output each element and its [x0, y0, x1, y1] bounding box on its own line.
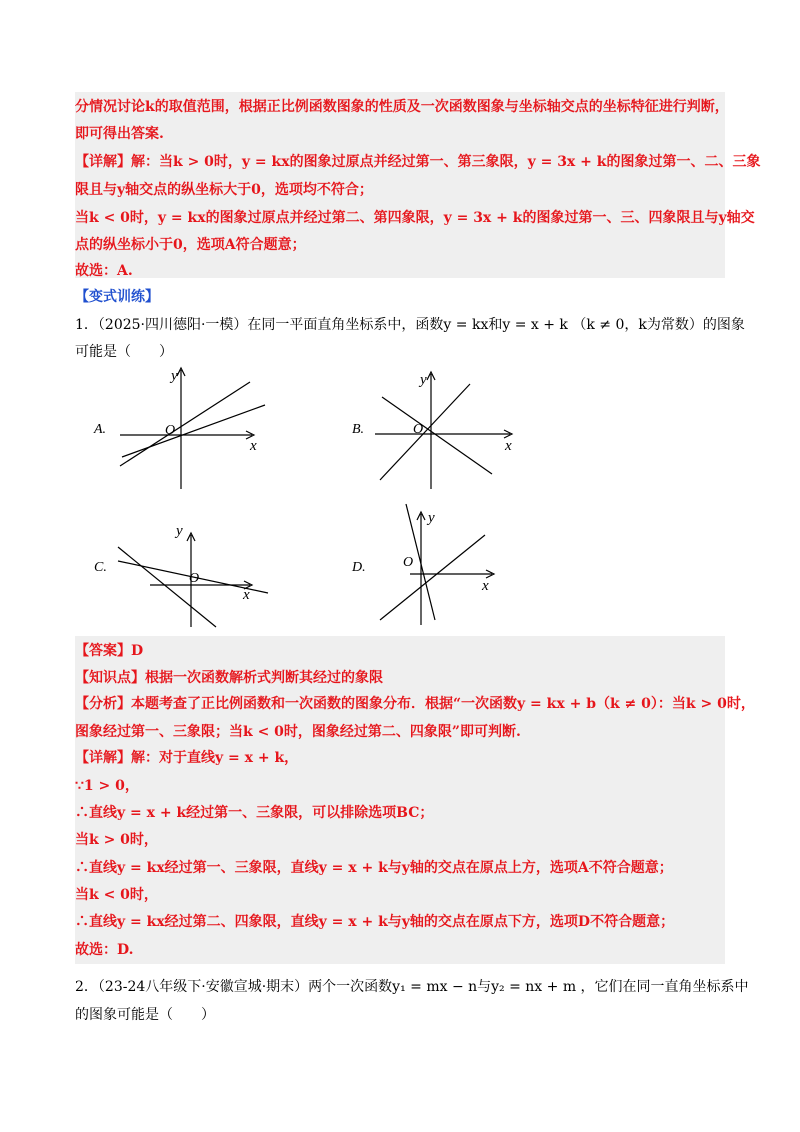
graph-c — [110, 515, 280, 635]
detail-line: 当k < 0时， — [75, 887, 158, 903]
answer-line: 【答案】D — [75, 643, 144, 659]
knowledge-line: 【知识点】根据一次函数解析式判断其经过的象限 — [75, 670, 383, 686]
detail-line: ∴直线y = kx经过第一、三象限，直线y = x + k与y轴的交点在原点上方，选项A不符合题意； — [75, 860, 673, 876]
solution-line: 分情况讨论k的取值范围，根据正比例函数图象的性质及一次函数图象与坐标轴交点的坐标特征进行判断， — [75, 99, 729, 115]
solution-line: 限且与y轴交点的纵坐标大于0，选项均不符合； — [75, 182, 373, 198]
origin-label: O — [189, 571, 200, 586]
solution-line: 即可得出答案. — [75, 126, 164, 142]
question-2-text: 的图象可能是（ ） — [75, 1007, 215, 1023]
x-axis-label: x — [250, 438, 257, 454]
solution-line: 当k < 0时，y = kx的图象过原点并经过第二、第四象限，y = 3x + k的图象过第一、三、四象限且与y轴交 — [75, 210, 755, 226]
x-axis-label: x — [243, 587, 250, 603]
origin-label: O — [165, 423, 176, 438]
graph-b — [370, 362, 530, 497]
graph-d — [370, 500, 530, 630]
y-axis-label: y — [176, 523, 183, 539]
detail-line: 当k > 0时， — [75, 832, 158, 848]
detail-line: ∴直线y = kx经过第二、四象限，直线y = x + k与y轴的交点在原点下方，选项D不符合题意； — [75, 914, 675, 930]
origin-label: O — [413, 422, 424, 437]
option-b-label: B. — [352, 422, 365, 437]
detail-line: ∵1 > 0， — [75, 778, 139, 794]
analysis-line: 【分析】本题考查了正比例函数和一次函数的图象分布．根据“一次函数y = kx + b（k ≠ 0）：当k > 0时， — [75, 696, 755, 712]
graph-a — [110, 362, 280, 497]
solution-line: 点的纵坐标小于0，选项A符合题意； — [75, 237, 306, 253]
question-1-text: 可能是（ ） — [75, 344, 173, 360]
x-axis-label: x — [505, 438, 512, 454]
option-a-label: A. — [94, 422, 107, 437]
x-axis-label: x — [482, 578, 489, 594]
section-title: 【变式训练】 — [75, 289, 159, 305]
y-axis-label: y — [171, 368, 178, 384]
question-1-text: 1．（2025·四川德阳·一模）在同一平面直角坐标系中，函数y = kx和y = x + k （k ≠ 0，k为常数）的图象 — [75, 317, 745, 333]
detail-line: 故选：D. — [75, 942, 134, 958]
y-axis-label: y — [420, 372, 427, 388]
analysis-line: 图象经过第一、三象限；当k < 0时，图象经过第二、四象限”即可判断. — [75, 724, 521, 740]
option-d-label: D. — [352, 560, 366, 575]
solution-line: 故选：A. — [75, 263, 133, 279]
y-axis-label: y — [428, 510, 435, 526]
option-c-label: C. — [94, 560, 107, 575]
detail-line: 【详解】解：对于直线y = x + k， — [75, 750, 299, 766]
question-2-text: 2．（23-24八年级下·安徽宣城·期末）两个一次函数y₁ = mx − n与y₂ = nx + m ，它们在同一直角坐标系中 — [75, 979, 749, 995]
detail-line: ∴直线y = x + k经过第一、三象限，可以排除选项BC； — [75, 805, 434, 821]
solution-line: 【详解】解：当k > 0时，y = kx的图象过原点并经过第一、第三象限，y = 3x + k的图象过第一、二、三象 — [75, 154, 761, 170]
origin-label: O — [403, 555, 414, 570]
